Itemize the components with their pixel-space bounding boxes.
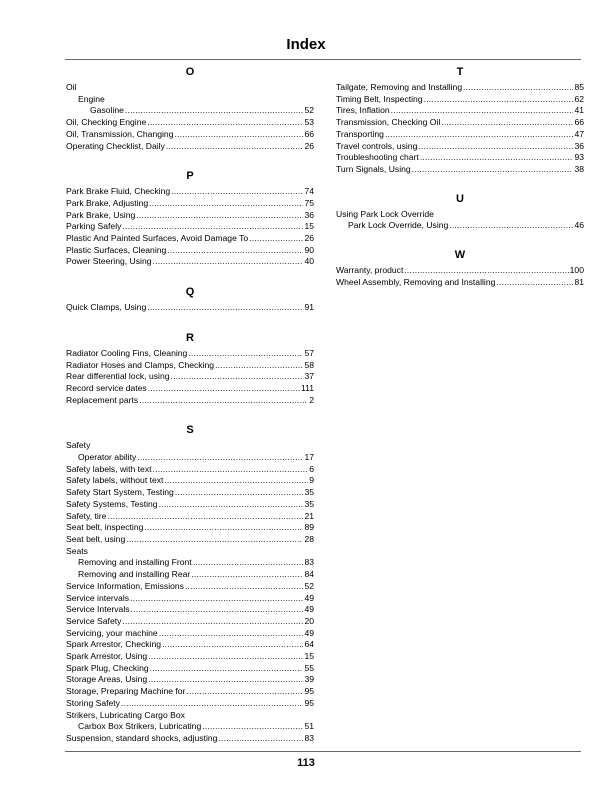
dot-leader xyxy=(136,210,303,222)
dot-leader xyxy=(404,265,568,277)
entry-label: Oil, Checking Engine xyxy=(66,117,147,128)
entry-label: Service Safety xyxy=(66,615,122,626)
entry-label: Spark Plug, Checking xyxy=(66,662,149,673)
entry-page-number: 75 xyxy=(304,197,314,208)
index-entry xyxy=(66,348,314,360)
entry-label: Service Intervals xyxy=(66,604,130,615)
dot-leader xyxy=(215,360,303,372)
section-letter: Q xyxy=(185,286,195,299)
entry-label: Wheel Assembly, Removing and Installing xyxy=(336,276,496,287)
index-entry xyxy=(66,721,314,733)
entry-label: Safety Systems, Testing xyxy=(66,498,158,509)
entry-page-number: 9 xyxy=(309,475,314,486)
entry-label: Carbox Box Strikers, Lubricating xyxy=(78,721,202,732)
index-entry xyxy=(66,569,314,581)
dot-leader xyxy=(171,186,303,198)
entry-label: Removing and installing Rear xyxy=(78,569,191,580)
entry-label: Service Information, Emissions xyxy=(66,580,184,591)
dot-leader xyxy=(126,534,303,546)
dot-leader xyxy=(166,141,304,153)
entry-label: Engine xyxy=(78,93,105,104)
entry-label: Plastic Surfaces, Cleaning xyxy=(66,244,167,255)
index-entry xyxy=(66,639,314,651)
entry-label: Servicing, your machine xyxy=(66,627,158,638)
index-entry xyxy=(66,511,314,523)
dot-leader xyxy=(122,221,303,233)
entry-page-number: 55 xyxy=(304,662,314,673)
index-entry xyxy=(336,117,584,129)
dot-leader xyxy=(153,464,309,476)
index-entry xyxy=(66,522,314,534)
entry-label: Safety labels, with text xyxy=(66,463,152,474)
entry-label: Operator ability xyxy=(78,452,137,463)
index-entry xyxy=(66,383,314,395)
entry-label: Oil, Transmission, Changing xyxy=(66,128,174,139)
page-title: Index xyxy=(286,36,326,53)
entry-page-number: 26 xyxy=(304,233,314,244)
entry-page-number: 93 xyxy=(574,152,584,163)
entry-label: Turn Signals, Using xyxy=(336,163,411,174)
entry-page-number: 20 xyxy=(304,615,314,626)
index-column-left xyxy=(66,66,314,763)
index-entry xyxy=(66,698,314,710)
index-entry xyxy=(66,733,314,745)
dot-leader xyxy=(122,616,303,628)
entry-page-number: 95 xyxy=(304,686,314,697)
entry-page-number: 6 xyxy=(309,463,314,474)
entry-page-number: 83 xyxy=(304,732,314,743)
index-entry xyxy=(66,302,314,314)
dot-leader xyxy=(164,475,308,487)
index-entry xyxy=(66,256,314,268)
entry-page-number: 28 xyxy=(304,533,314,544)
entry-label: Oil xyxy=(66,82,77,92)
dot-leader xyxy=(249,233,303,245)
index-entry xyxy=(66,210,314,222)
entry-page-number: 64 xyxy=(304,639,314,650)
index-entry xyxy=(66,82,314,94)
entry-page-number: 66 xyxy=(574,117,584,128)
index-entry xyxy=(66,105,314,117)
entry-page-number: 53 xyxy=(304,117,314,128)
entry-page-number: 41 xyxy=(574,105,584,116)
index-entry xyxy=(66,628,314,640)
dot-leader xyxy=(162,639,303,651)
index-entry xyxy=(336,141,584,153)
entry-page-number: 49 xyxy=(304,604,314,615)
entry-page-number: 49 xyxy=(304,627,314,638)
index-entry xyxy=(66,129,314,141)
entry-page-number: 52 xyxy=(304,580,314,591)
index-section-u xyxy=(336,193,584,232)
index-section-r xyxy=(66,332,314,407)
entry-label: Timing Belt, Inspecting xyxy=(336,93,423,104)
entry-page-number: 66 xyxy=(304,128,314,139)
index-entry xyxy=(66,487,314,499)
entry-label: Gasoline xyxy=(90,105,124,116)
index-entry xyxy=(66,233,314,245)
dot-leader xyxy=(420,152,574,164)
index-entry xyxy=(66,651,314,663)
entry-page-number: 83 xyxy=(304,557,314,568)
index-entry xyxy=(66,616,314,628)
index-entry xyxy=(66,581,314,593)
entry-label: Strikers, Lubricating Cargo Box xyxy=(66,709,185,720)
dot-leader xyxy=(391,105,574,117)
section-letter: T xyxy=(456,66,464,78)
dot-leader xyxy=(107,511,303,523)
entry-page-number: 100 xyxy=(569,265,584,276)
entry-label: Seats xyxy=(66,545,88,556)
entry-label: Safety xyxy=(66,440,91,451)
entry-page-number: 35 xyxy=(304,487,314,498)
entry-label: Quick Clamps, Using xyxy=(66,302,147,313)
entry-label: Operating Checklist, Daily xyxy=(66,140,165,151)
section-letter: U xyxy=(456,192,464,205)
dot-leader xyxy=(496,277,573,289)
entry-label: Park Brake, Adjusting xyxy=(66,197,149,208)
entry-label: Rear differential lock, using xyxy=(66,371,170,382)
index-section-q xyxy=(66,286,314,314)
entry-label: Tailgate, Removing and Installing xyxy=(336,82,463,92)
entry-page-number: 74 xyxy=(304,186,314,197)
entry-label: Park Brake, Using xyxy=(66,209,136,220)
dot-leader xyxy=(149,198,303,210)
entry-page-number: 95 xyxy=(304,697,314,708)
index-entry xyxy=(66,663,314,675)
index-entry xyxy=(66,198,314,210)
entry-page-number: 15 xyxy=(304,221,314,232)
entry-label: Spark Arrestor, Using xyxy=(66,651,148,662)
footer-divider xyxy=(65,751,581,752)
entry-page-number: 62 xyxy=(574,93,584,104)
entry-page-number: 38 xyxy=(574,163,584,174)
entry-label: Removing and installing Front xyxy=(78,557,192,568)
index-entry xyxy=(66,117,314,129)
index-entry xyxy=(336,220,584,232)
dot-leader xyxy=(418,141,573,153)
entry-label: Spark Arrestor, Checking xyxy=(66,639,162,650)
entry-page-number: 58 xyxy=(304,359,314,370)
entry-label: Parking Safely xyxy=(66,221,122,232)
index-entry xyxy=(66,452,314,464)
dot-leader xyxy=(167,245,303,257)
index-entry xyxy=(66,674,314,686)
dot-leader xyxy=(174,129,303,141)
entry-label: Transporting xyxy=(336,128,384,139)
index-entry xyxy=(66,141,314,153)
dot-leader xyxy=(218,733,303,745)
entry-page-number: 17 xyxy=(304,452,314,463)
index-entry xyxy=(66,186,314,198)
dot-leader xyxy=(147,302,303,314)
entry-label: Radiator Cooling Fins, Cleaning xyxy=(66,347,188,358)
index-section-p xyxy=(66,170,314,268)
entry-label: Transmission, Checking Oil xyxy=(336,117,441,128)
entry-page-number: 91 xyxy=(304,302,314,313)
entry-label: Storage Areas, Using xyxy=(66,674,148,685)
entry-page-number: 47 xyxy=(574,128,584,139)
index-entry xyxy=(66,245,314,257)
entry-label: Record service dates xyxy=(66,382,147,393)
dot-leader xyxy=(186,686,303,698)
section-letter: W xyxy=(454,249,466,262)
dot-leader xyxy=(144,522,303,534)
dot-leader xyxy=(131,604,304,616)
entry-label: Seat belt, inspecting xyxy=(66,522,144,533)
dot-leader xyxy=(148,674,303,686)
entry-page-number: 26 xyxy=(304,140,314,151)
dot-leader xyxy=(202,721,303,733)
dot-leader xyxy=(148,651,303,663)
index-entry xyxy=(66,221,314,233)
dot-leader xyxy=(185,581,303,593)
entry-page-number: 40 xyxy=(304,256,314,267)
section-letter: R xyxy=(186,331,194,344)
entry-label: Service intervals xyxy=(66,592,130,603)
index-section-w xyxy=(336,249,584,288)
entry-label: Park Brake Fluid, Checking xyxy=(66,186,171,197)
dot-leader xyxy=(449,220,573,232)
dot-leader xyxy=(175,487,304,499)
entry-page-number: 21 xyxy=(304,510,314,521)
dot-leader xyxy=(385,129,574,141)
index-entry xyxy=(66,371,314,383)
index-entry xyxy=(66,360,314,372)
index-column-right xyxy=(336,66,584,305)
dot-leader xyxy=(441,117,573,129)
entry-page-number: 36 xyxy=(574,140,584,151)
index-entry xyxy=(336,209,584,221)
dot-leader xyxy=(125,105,304,117)
entry-label: Safety, tire xyxy=(66,510,107,521)
entry-page-number: 2 xyxy=(309,394,314,405)
section-letter: P xyxy=(186,170,194,183)
entry-label: Using Park Lock Override xyxy=(336,208,434,219)
entry-label: Troubleshooting chart xyxy=(336,152,419,163)
entry-page-number: 89 xyxy=(304,522,314,533)
index-section-t xyxy=(336,66,584,176)
entry-label: Replacement parts xyxy=(66,394,139,405)
index-entry xyxy=(336,94,584,106)
entry-page-number: 35 xyxy=(304,498,314,509)
entry-label: Suspension, standard shocks, adjusting xyxy=(66,732,218,743)
dot-leader xyxy=(159,628,304,640)
index-section-o xyxy=(66,66,314,152)
entry-page-number: 57 xyxy=(304,347,314,358)
dot-leader xyxy=(137,452,303,464)
index-entry xyxy=(66,499,314,511)
index-entry xyxy=(336,164,584,176)
dot-leader xyxy=(191,569,303,581)
section-letter: S xyxy=(186,424,194,437)
index-entry xyxy=(66,710,314,722)
entry-page-number: 15 xyxy=(304,651,314,662)
entry-label: Park Lock Override, Using xyxy=(348,220,449,231)
dot-leader xyxy=(159,499,304,511)
index-entry xyxy=(336,265,584,277)
entry-page-number: 51 xyxy=(304,721,314,732)
entry-page-number: 85 xyxy=(574,82,584,92)
dot-leader xyxy=(424,94,574,106)
index-entry xyxy=(66,94,314,106)
entry-label: Storing Safety xyxy=(66,697,120,708)
entry-label: Power Steering, Using xyxy=(66,256,152,267)
dot-leader xyxy=(150,663,304,675)
dot-leader xyxy=(188,348,303,360)
index-entry xyxy=(66,593,314,605)
dot-leader xyxy=(171,371,304,383)
entry-label: Warranty, product xyxy=(336,265,404,276)
entry-page-number: 37 xyxy=(304,371,314,382)
dot-leader xyxy=(153,256,304,268)
entry-label: Tires, Inflation xyxy=(336,105,390,116)
entry-label: Plastic And Painted Surfaces, Avoid Damage To xyxy=(66,233,249,244)
index-entry xyxy=(66,475,314,487)
entry-label: Safety Start System, Testing xyxy=(66,487,174,498)
index-entry xyxy=(66,546,314,558)
dot-leader xyxy=(139,395,308,407)
entry-label: Storage, Preparing Machine for xyxy=(66,686,186,697)
entry-label: Seat belt, using xyxy=(66,533,126,544)
index-entry xyxy=(66,686,314,698)
index-entry xyxy=(336,277,584,289)
entry-label: Radiator Hoses and Clamps, Checking xyxy=(66,359,215,370)
entry-page-number: 52 xyxy=(304,105,314,116)
index-entry xyxy=(336,152,584,164)
dot-leader xyxy=(147,117,303,129)
entry-page-number: 36 xyxy=(304,209,314,220)
index-entry xyxy=(66,604,314,616)
index-section-s xyxy=(66,424,314,744)
entry-page-number: 84 xyxy=(304,569,314,580)
index-entry xyxy=(66,534,314,546)
dot-leader xyxy=(412,164,574,176)
index-entry xyxy=(66,557,314,569)
dot-leader xyxy=(130,593,303,605)
index-entry xyxy=(336,129,584,141)
dot-leader xyxy=(463,82,573,94)
index-entry xyxy=(336,105,584,117)
dot-leader xyxy=(121,698,303,710)
section-letter: O xyxy=(185,66,195,78)
entry-page-number: 39 xyxy=(304,674,314,685)
entry-page-number: 46 xyxy=(574,220,584,231)
index-entry xyxy=(66,440,314,452)
entry-label: Travel controls, using xyxy=(336,140,418,151)
index-entry xyxy=(66,395,314,407)
index-entry xyxy=(66,464,314,476)
entry-page-number: 111 xyxy=(300,382,314,393)
entry-page-number: 90 xyxy=(304,244,314,255)
entry-label: Safety labels, without text xyxy=(66,475,164,486)
dot-leader xyxy=(148,383,300,395)
dot-leader xyxy=(193,557,304,569)
page-number: 113 xyxy=(297,757,315,769)
index-entry xyxy=(336,82,584,94)
entry-page-number: 49 xyxy=(304,592,314,603)
entry-page-number: 81 xyxy=(574,276,584,287)
header-divider xyxy=(65,59,581,60)
